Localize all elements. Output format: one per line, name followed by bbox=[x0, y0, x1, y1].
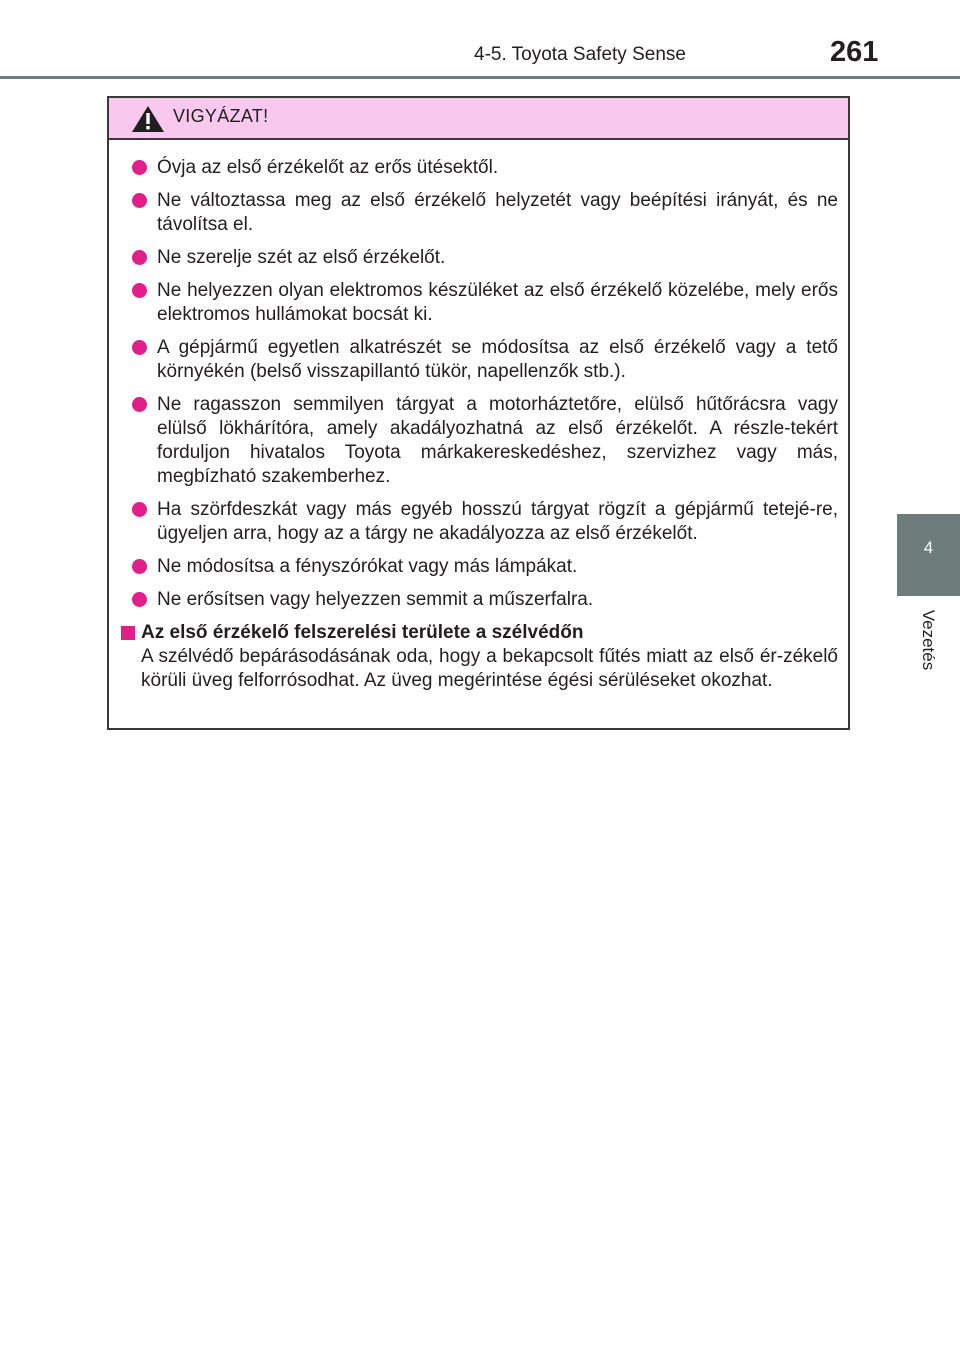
bullet-item bbox=[117, 336, 840, 384]
bullet-dot bbox=[132, 559, 147, 574]
caution-body bbox=[109, 140, 848, 693]
bullet-item bbox=[117, 246, 840, 270]
bullet-dot bbox=[132, 193, 147, 208]
caution-box bbox=[107, 96, 850, 730]
bullet-dot bbox=[132, 160, 147, 175]
bullet-dot bbox=[132, 397, 147, 412]
bullet-text: A gépjármű egyetlen alkatrészét se módosítsa az első érzékelő vagy a tető környékén (belső visszapillantó tükör, napellenzők stb.). bbox=[157, 337, 838, 382]
bullet-item bbox=[117, 393, 840, 489]
bullet-item bbox=[117, 498, 840, 546]
section-square-icon bbox=[121, 626, 135, 640]
bullet-dot bbox=[132, 592, 147, 607]
bullet-dot bbox=[132, 250, 147, 265]
bullet-text: Ne erősítsen vagy helyezzen semmit a műszerfalra. bbox=[157, 589, 594, 610]
bullet-item bbox=[117, 555, 840, 579]
bullet-item bbox=[117, 189, 840, 237]
bullet-dot bbox=[132, 283, 147, 298]
section-heading-text: Az első érzékelő felszerelési területe a szélvédőn bbox=[141, 622, 584, 643]
bullet-text: Ne módosítsa a fényszórókat vagy más lámpákat. bbox=[157, 556, 578, 577]
bullet-text: Ne szerelje szét az első érzékelőt. bbox=[157, 247, 446, 268]
caution-title: VIGYÁZAT! bbox=[173, 106, 269, 126]
bullet-dot bbox=[132, 502, 147, 517]
page-number: 261 bbox=[830, 36, 879, 68]
header-section-title: 4-5. Toyota Safety Sense bbox=[474, 44, 686, 65]
section-text: A szélvédő bepárásodásának oda, hogy a bekapcsolt fűtés miatt az első ér-zékelő körüli üveg felforrósodhat. Az üveg megérintése égési sérüléseket okozhat. bbox=[141, 646, 838, 691]
bullet-item bbox=[117, 279, 840, 327]
chapter-tab-label: Vezetés bbox=[919, 609, 938, 671]
bullet-item bbox=[117, 156, 840, 180]
chapter-tab-number: 4 bbox=[923, 538, 934, 557]
bullet-item bbox=[117, 588, 840, 612]
bullet-dot bbox=[132, 340, 147, 355]
caution-header bbox=[109, 98, 848, 140]
bullet-text: Ha szörfdeszkát vagy más egyéb hosszú tárgyat rögzít a gépjármű tetejé-re, ügyeljen arra, hogy az a tárgy ne akadályozza az első érzékelőt. bbox=[157, 499, 838, 544]
warning-triangle-icon bbox=[131, 105, 165, 133]
header-rule bbox=[0, 76, 960, 79]
section-heading bbox=[117, 621, 840, 645]
bullet-text: Óvja az első érzékelőt az erős ütésektől. bbox=[157, 157, 499, 178]
bullet-text: Ne ragasszon semmilyen tárgyat a motorháztetőre, elülső hűtőrácsra vagy elülső lökhárítóra, amely akadályozhatná az első érzékelőt. A részle-tekért forduljon hivatalos Toyota márkakereskedéshez, szervizhez vagy más, megbízható szakemberhez. bbox=[157, 394, 838, 487]
chapter-tab bbox=[897, 514, 960, 596]
bullet-text: Ne változtassa meg az első érzékelő helyzetét vagy beépítési irányát, és ne távolítsa el. bbox=[157, 190, 838, 235]
bullet-text: Ne helyezzen olyan elektromos készüléket az első érzékelő közelébe, mely erős elektromos hullámokat bocsát ki. bbox=[157, 280, 838, 325]
